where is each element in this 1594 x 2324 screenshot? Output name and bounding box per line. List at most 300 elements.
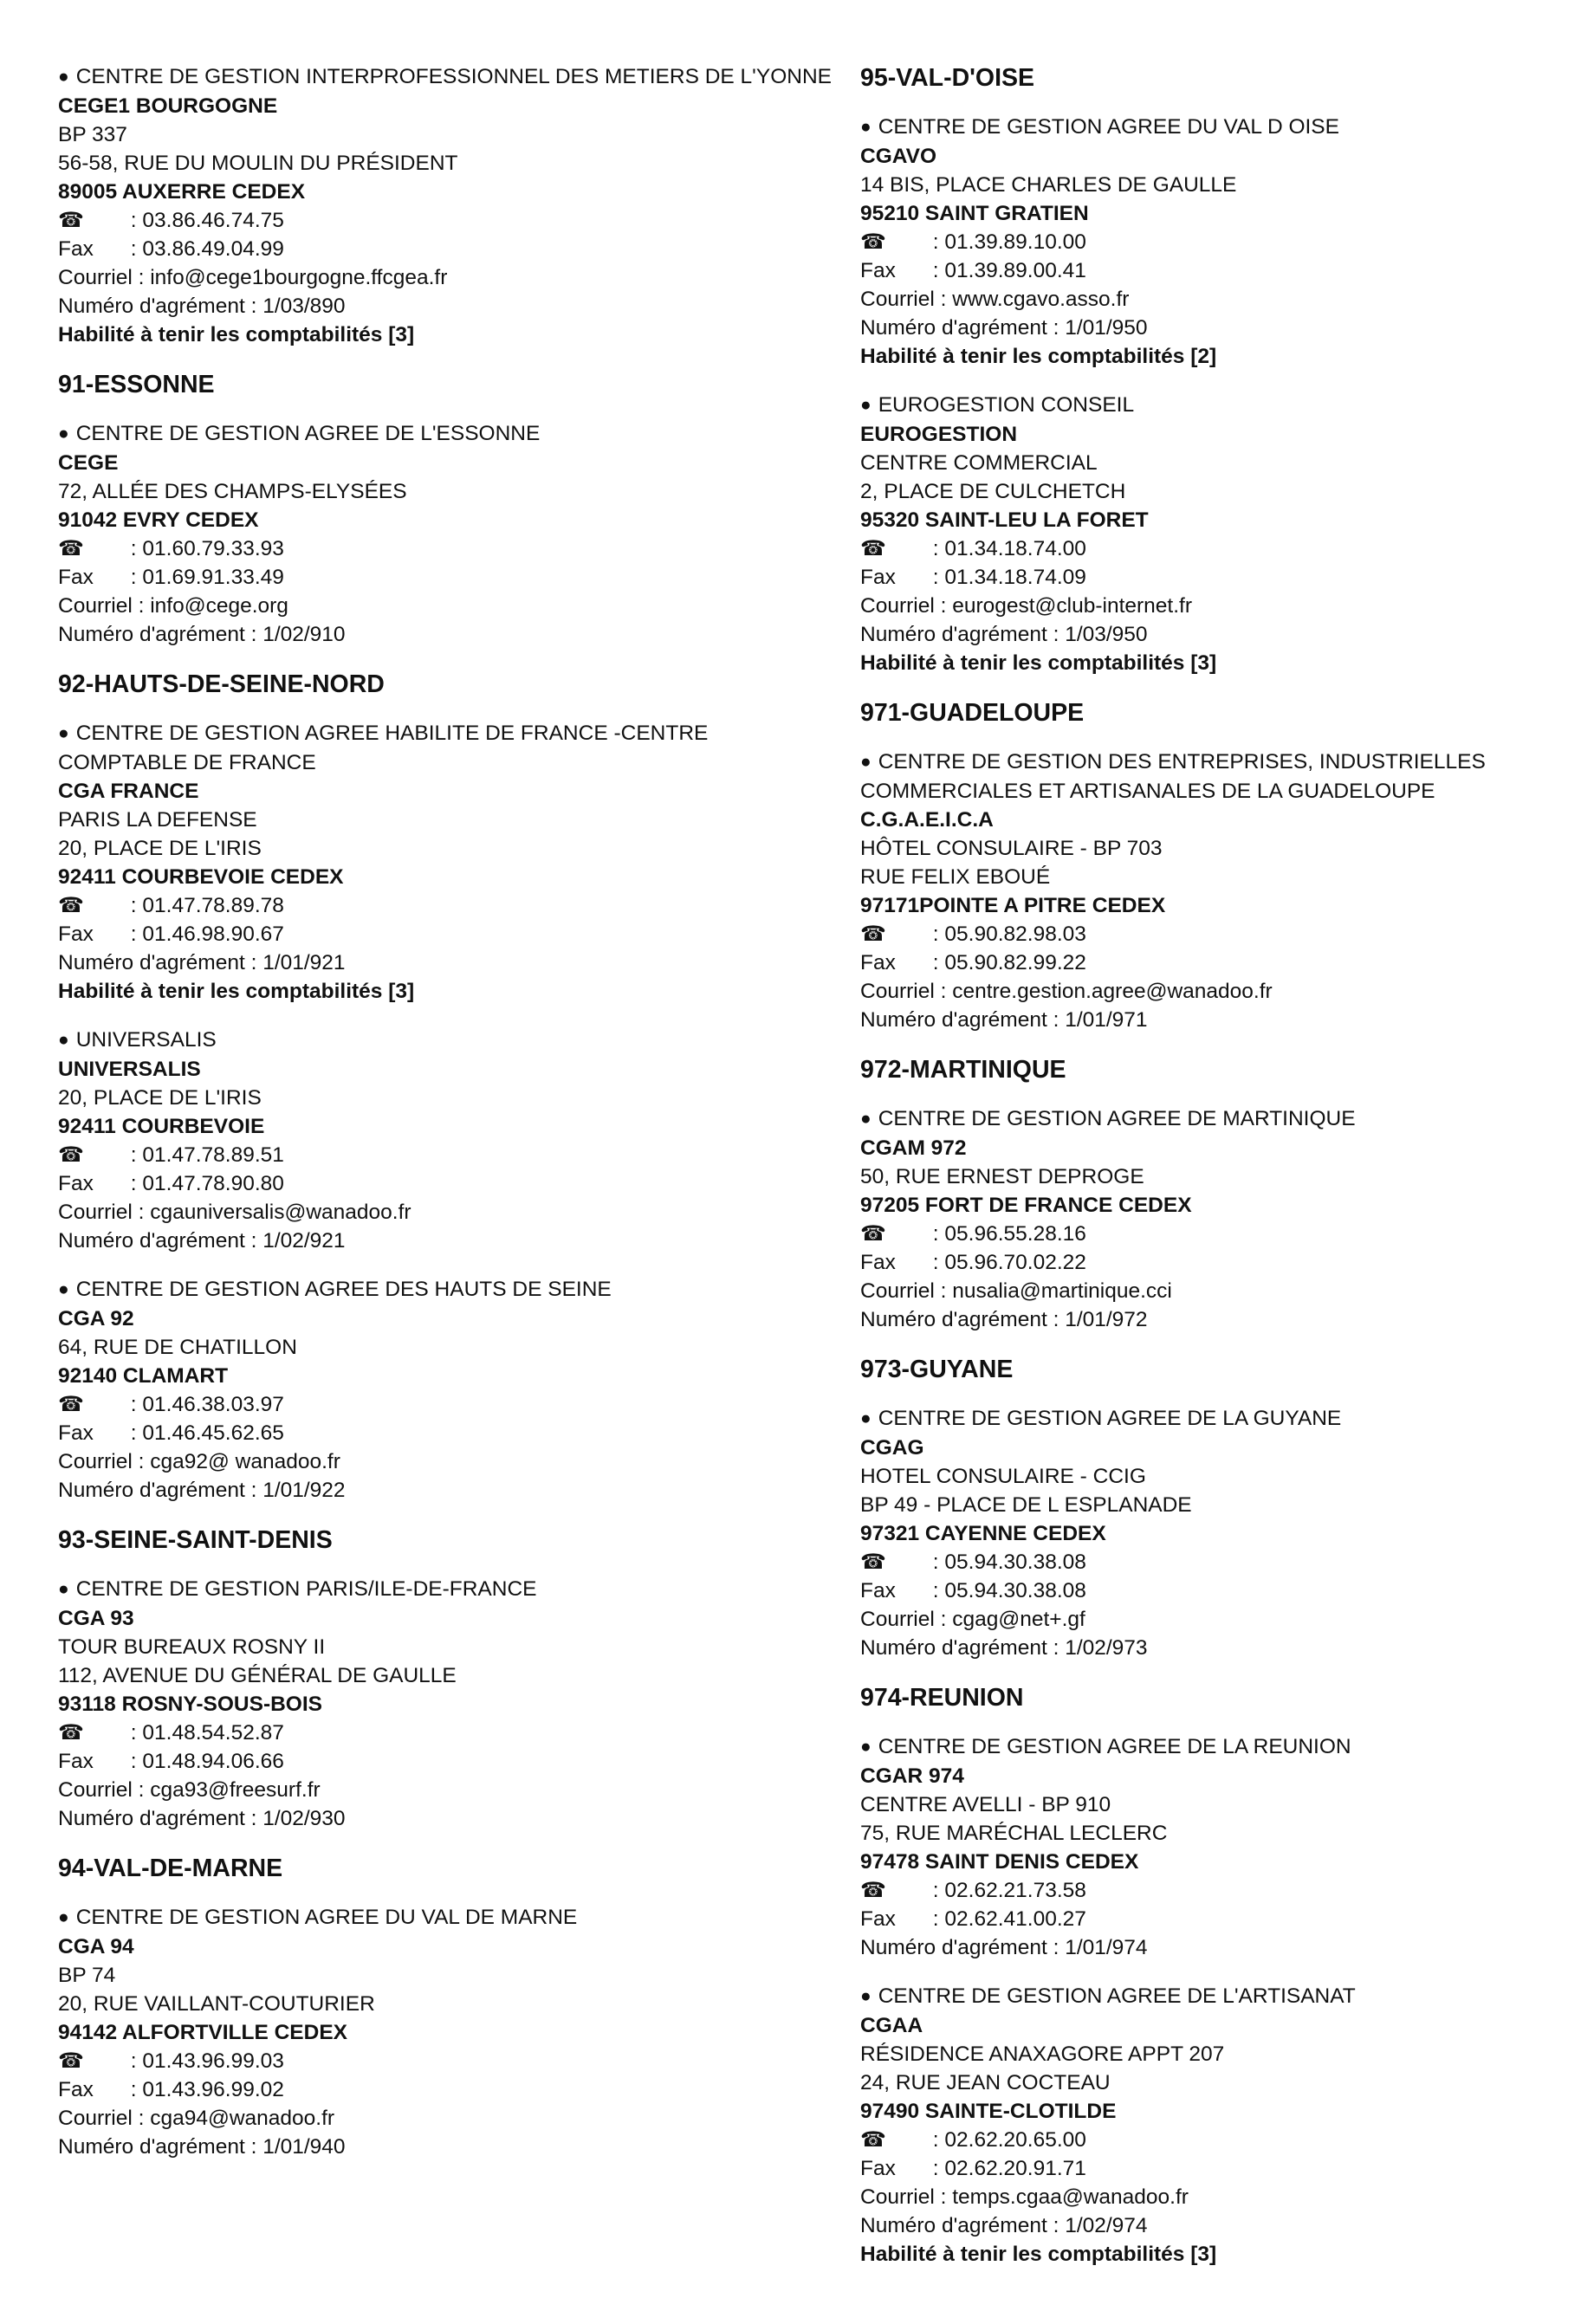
postal-city: 97490 SAINTE-CLOTILDE xyxy=(860,2100,1117,2123)
fax-line xyxy=(860,1248,1579,1277)
agrement-separator: : xyxy=(244,1479,263,1502)
bullet-icon: ● xyxy=(58,1279,69,1299)
center-name: CENTRE DE GESTION AGREE DU VAL D OISE xyxy=(878,115,1339,139)
center-acronym: CGA 93 xyxy=(58,1607,134,1630)
agrement-line xyxy=(58,1476,838,1505)
fax-label: Fax xyxy=(860,566,896,589)
center-acronym: CGAA xyxy=(860,2014,923,2037)
department-heading: 974-REUNION xyxy=(860,1684,1024,1712)
email-value: www.cgavo.asso.fr xyxy=(952,288,1130,311)
postal-city: 97171POINTE A PITRE CEDEX xyxy=(860,894,1166,917)
email-line xyxy=(58,1776,838,1804)
postal-city: 92140 CLAMART xyxy=(58,1364,229,1388)
center-name: UNIVERSALIS xyxy=(75,1028,217,1052)
center-acronym: CGA 92 xyxy=(58,1307,134,1330)
center-name: EUROGESTION CONSEIL xyxy=(878,393,1135,417)
phone-number: 01.47.78.89.51 xyxy=(142,1143,284,1167)
address-line: 50, RUE ERNEST DEPROGE xyxy=(860,1165,1144,1188)
phone-number: 01.47.78.89.78 xyxy=(142,894,284,917)
email-separator: : xyxy=(934,594,953,618)
email-line xyxy=(58,2104,838,2133)
address-line: 72, ALLÉE DES CHAMPS-ELYSÉES xyxy=(58,480,407,503)
telephone-icon: ☎ xyxy=(860,230,886,254)
agrement-number: 1/01/921 xyxy=(262,951,346,974)
department-heading: 973-GUYANE xyxy=(860,1356,1014,1383)
email-line xyxy=(860,1277,1579,1305)
email-separator: : xyxy=(934,1608,953,1631)
bullet-icon: ● xyxy=(860,1737,872,1757)
fax-line xyxy=(58,2075,838,2104)
phone-number: 01.46.38.03.97 xyxy=(142,1393,284,1416)
fax-separator: : xyxy=(125,1750,143,1773)
agrement-separator: : xyxy=(1046,1636,1066,1660)
email-label: Courriel xyxy=(860,288,935,311)
agrement-label: Numéro d'agrément xyxy=(58,1229,245,1253)
email-line xyxy=(860,2183,1579,2211)
agrement-line xyxy=(58,620,838,649)
center-acronym: EUROGESTION xyxy=(860,423,1018,446)
postal-city: 97205 FORT DE FRANCE CEDEX xyxy=(860,1194,1192,1217)
email-label: Courriel xyxy=(860,2185,935,2209)
phone-separator: : xyxy=(927,1879,945,1902)
center-entry xyxy=(860,1104,1579,1334)
fax-number: 05.96.70.02.22 xyxy=(944,1251,1086,1274)
email-value: nusalia@martinique.cci xyxy=(952,1279,1172,1303)
center-name-line xyxy=(860,391,1579,420)
phone-separator: : xyxy=(125,1143,143,1167)
agrement-separator: : xyxy=(244,623,263,646)
email-label: Courriel xyxy=(58,1778,133,1802)
department-heading: 93-SEINE-SAINT-DENIS xyxy=(58,1526,333,1554)
phone-number: 01.60.79.33.93 xyxy=(142,537,284,560)
email-separator: : xyxy=(132,1450,151,1473)
center-entry xyxy=(860,748,1579,1034)
left-column xyxy=(58,62,838,2181)
bullet-icon: ● xyxy=(58,723,69,743)
agrement-separator: : xyxy=(1046,1008,1066,1032)
postal-city: 95320 SAINT-LEU LA FORET xyxy=(860,508,1149,532)
address-line: 56-58, RUE DU MOULIN DU PRÉSIDENT xyxy=(58,152,458,175)
phone-number: 03.86.46.74.75 xyxy=(142,209,284,232)
fax-label: Fax xyxy=(860,259,896,282)
email-separator: : xyxy=(934,1279,953,1303)
fax-separator: : xyxy=(125,1172,143,1195)
center-acronym: CGAG xyxy=(860,1436,924,1460)
agrement-number: 1/01/940 xyxy=(262,2135,346,2159)
phone-number: 02.62.21.73.58 xyxy=(944,1879,1086,1902)
fax-separator: : xyxy=(927,951,945,974)
telephone-icon: ☎ xyxy=(860,537,886,560)
agrement-number: 1/02/921 xyxy=(262,1229,346,1253)
center-name-line xyxy=(860,1104,1579,1134)
email-value: cgag@net+.gf xyxy=(952,1608,1085,1631)
fax-number: 01.46.98.90.67 xyxy=(142,922,284,946)
fax-number: 03.86.49.04.99 xyxy=(142,237,284,261)
phone-line xyxy=(860,1220,1579,1248)
telephone-icon: ☎ xyxy=(860,2128,886,2152)
phone-number: 05.90.82.98.03 xyxy=(944,922,1086,946)
email-separator: : xyxy=(132,2107,151,2130)
fax-number: 01.43.96.99.02 xyxy=(142,2078,284,2101)
fax-line xyxy=(58,1169,838,1198)
center-entry xyxy=(58,1275,838,1505)
fax-separator: : xyxy=(927,1251,945,1274)
agrement-line xyxy=(58,2133,838,2161)
fax-label: Fax xyxy=(860,1251,896,1274)
center-name: CENTRE DE GESTION AGREE DE LA REUNION xyxy=(878,1735,1351,1758)
center-acronym: CGAVO xyxy=(860,145,937,168)
fax-line xyxy=(860,1905,1579,1933)
postal-city: 89005 AUXERRE CEDEX xyxy=(58,180,306,204)
email-separator: : xyxy=(132,594,151,618)
phone-separator: : xyxy=(125,1721,143,1745)
agrement-separator: : xyxy=(1046,623,1066,646)
postal-city: 92411 COURBEVOIE xyxy=(58,1115,265,1138)
email-separator: : xyxy=(934,980,953,1003)
center-name: CENTRE DE GESTION AGREE DES HAUTS DE SEINE xyxy=(75,1278,612,1301)
center-name: CENTRE DE GESTION AGREE DE L'ARTISANAT xyxy=(878,1984,1356,2008)
fax-number: 01.48.94.06.66 xyxy=(142,1750,284,1773)
agrement-line xyxy=(860,620,1579,649)
bullet-icon: ● xyxy=(860,117,872,137)
address-line: TOUR BUREAUX ROSNY II xyxy=(58,1635,326,1659)
phone-separator: : xyxy=(927,1222,945,1246)
fax-number: 05.94.30.38.08 xyxy=(944,1579,1086,1602)
center-entry xyxy=(58,1026,838,1255)
phone-number: 01.48.54.52.87 xyxy=(142,1721,284,1745)
agrement-label: Numéro d'agrément xyxy=(860,1008,1047,1032)
agrement-line xyxy=(58,1804,838,1833)
address-line: 20, PLACE DE L'IRIS xyxy=(58,837,262,860)
center-name-line xyxy=(58,719,838,777)
department-heading: 94-VAL-DE-MARNE xyxy=(58,1855,283,1882)
email-separator: : xyxy=(132,266,151,289)
center-entry xyxy=(58,1903,838,2161)
fax-number: 05.90.82.99.22 xyxy=(944,951,1086,974)
fax-label: Fax xyxy=(860,951,896,974)
agrement-number: 1/02/974 xyxy=(1065,2214,1148,2237)
address-line: PARIS LA DEFENSE xyxy=(58,808,257,832)
phone-line xyxy=(860,228,1579,256)
email-value: centre.gestion.agree@wanadoo.fr xyxy=(952,980,1273,1003)
fax-line xyxy=(58,563,838,592)
telephone-icon: ☎ xyxy=(58,1143,84,1167)
center-name: CENTRE DE GESTION AGREE DE L'ESSONNE xyxy=(75,422,541,445)
bullet-icon: ● xyxy=(860,395,872,415)
email-label: Courriel xyxy=(860,1279,935,1303)
fax-number: 01.46.45.62.65 xyxy=(142,1421,284,1445)
telephone-icon: ☎ xyxy=(58,537,84,560)
phone-separator: : xyxy=(125,537,143,560)
address-line: 2, PLACE DE CULCHETCH xyxy=(860,480,1126,503)
agrement-number: 1/02/973 xyxy=(1065,1636,1148,1660)
bullet-icon: ● xyxy=(58,1907,69,1927)
center-name-line xyxy=(58,1903,838,1932)
center-acronym: UNIVERSALIS xyxy=(58,1058,201,1081)
email-line xyxy=(860,977,1579,1006)
phone-line xyxy=(58,2047,838,2075)
center-name-line xyxy=(58,419,838,449)
email-line xyxy=(860,1605,1579,1634)
agrement-number: 1/01/922 xyxy=(262,1479,346,1502)
email-line xyxy=(860,592,1579,620)
phone-separator: : xyxy=(927,230,945,254)
bullet-icon: ● xyxy=(58,1579,69,1599)
phone-separator: : xyxy=(927,537,945,560)
email-label: Courriel xyxy=(860,980,935,1003)
center-name: CENTRE DE GESTION AGREE DE LA GUYANE xyxy=(878,1407,1342,1430)
email-separator: : xyxy=(132,1201,151,1224)
phone-number: 01.34.18.74.00 xyxy=(944,537,1086,560)
postal-city: 95210 SAINT GRATIEN xyxy=(860,202,1089,225)
telephone-icon: ☎ xyxy=(860,1879,886,1902)
phone-separator: : xyxy=(125,2049,143,2073)
bullet-icon: ● xyxy=(58,424,69,443)
postal-city: 97478 SAINT DENIS CEDEX xyxy=(860,1850,1139,1874)
fax-line xyxy=(58,920,838,948)
department-heading: 91-ESSONNE xyxy=(58,371,215,398)
center-name: CENTRE DE GESTION PARIS/ILE-DE-FRANCE xyxy=(75,1577,537,1601)
agrement-label: Numéro d'agrément xyxy=(860,1308,1047,1331)
phone-line xyxy=(58,1141,838,1169)
telephone-icon: ☎ xyxy=(58,2049,84,2073)
agrement-number: 1/03/890 xyxy=(262,295,346,318)
phone-line xyxy=(860,920,1579,948)
email-label: Courriel xyxy=(58,2107,133,2130)
email-line xyxy=(58,1447,838,1476)
fax-separator: : xyxy=(927,1579,945,1602)
bullet-icon: ● xyxy=(58,1030,69,1050)
phone-line xyxy=(860,1548,1579,1576)
fax-line xyxy=(860,2154,1579,2183)
fax-label: Fax xyxy=(860,1579,896,1602)
agrement-label: Numéro d'agrément xyxy=(58,295,245,318)
center-name-line xyxy=(860,748,1579,806)
agrement-line xyxy=(58,292,838,320)
agrement-separator: : xyxy=(244,2135,263,2159)
phone-separator: : xyxy=(125,1393,143,1416)
center-name-line xyxy=(58,62,838,92)
agrement-number: 1/02/930 xyxy=(262,1807,346,1830)
fax-number: 01.69.91.33.49 xyxy=(142,566,284,589)
email-label: Courriel xyxy=(860,1608,935,1631)
address-line: 14 BIS, PLACE CHARLES DE GAULLE xyxy=(860,173,1237,197)
telephone-icon: ☎ xyxy=(58,1393,84,1416)
phone-number: 01.39.89.10.00 xyxy=(944,230,1086,254)
email-value: info@cege.org xyxy=(150,594,288,618)
email-value: cga94@wanadoo.fr xyxy=(150,2107,335,2130)
fax-number: 01.39.89.00.41 xyxy=(944,259,1086,282)
agrement-label: Numéro d'agrément xyxy=(860,623,1047,646)
center-acronym: CGA FRANCE xyxy=(58,780,199,803)
fax-separator: : xyxy=(125,1421,143,1445)
phone-separator: : xyxy=(927,922,945,946)
telephone-icon: ☎ xyxy=(58,209,84,232)
agrement-line xyxy=(58,1227,838,1255)
email-label: Courriel xyxy=(58,266,133,289)
habilitation-note: Habilité à tenir les comptabilités [3] xyxy=(860,651,1217,675)
agrement-line xyxy=(860,1006,1579,1034)
bullet-icon: ● xyxy=(860,1986,872,2006)
agrement-separator: : xyxy=(244,295,263,318)
telephone-icon: ☎ xyxy=(860,1222,886,1246)
email-line xyxy=(860,285,1579,314)
center-name-line xyxy=(860,113,1579,142)
address-line: RUE FELIX EBOUÉ xyxy=(860,865,1051,889)
agrement-label: Numéro d'agrément xyxy=(860,2214,1047,2237)
agrement-number: 1/01/950 xyxy=(1065,316,1148,340)
fax-number: 02.62.41.00.27 xyxy=(944,1907,1086,1931)
center-name-line xyxy=(860,1982,1579,2011)
habilitation-note: Habilité à tenir les comptabilités [3] xyxy=(860,2243,1217,2266)
address-line: CENTRE AVELLI - BP 910 xyxy=(860,1793,1111,1816)
agrement-line xyxy=(860,2211,1579,2240)
address-line: 24, RUE JEAN COCTEAU xyxy=(860,2071,1111,2094)
center-acronym: CEGE xyxy=(58,451,119,475)
phone-number: 05.94.30.38.08 xyxy=(944,1550,1086,1574)
agrement-line xyxy=(860,1634,1579,1662)
center-name-line xyxy=(58,1275,838,1304)
address-line: 20, RUE VAILLANT-COUTURIER xyxy=(58,1992,375,2016)
postal-city: 91042 EVRY CEDEX xyxy=(58,508,259,532)
agrement-separator: : xyxy=(1046,1936,1066,1959)
agrement-label: Numéro d'agrément xyxy=(860,1936,1047,1959)
phone-line xyxy=(58,206,838,235)
fax-separator: : xyxy=(927,259,945,282)
center-entry xyxy=(860,1732,1579,1962)
phone-line xyxy=(860,1876,1579,1905)
telephone-icon: ☎ xyxy=(58,894,84,917)
bullet-icon: ● xyxy=(58,67,69,87)
agrement-line xyxy=(860,314,1579,342)
email-value: info@cege1bourgogne.ffcgea.fr xyxy=(150,266,448,289)
telephone-icon: ☎ xyxy=(860,922,886,946)
postal-city: 97321 CAYENNE CEDEX xyxy=(860,1522,1106,1545)
center-entry xyxy=(860,391,1579,677)
email-separator: : xyxy=(934,2185,953,2209)
fax-separator: : xyxy=(927,566,945,589)
agrement-label: Numéro d'agrément xyxy=(58,2135,245,2159)
phone-line xyxy=(860,2126,1579,2154)
address-line: HÔTEL CONSULAIRE - BP 703 xyxy=(860,837,1163,860)
fax-separator: : xyxy=(125,922,143,946)
fax-label: Fax xyxy=(58,237,94,261)
center-acronym: C.G.A.E.I.C.A xyxy=(860,808,994,832)
bullet-icon: ● xyxy=(860,1109,872,1129)
center-name-line xyxy=(58,1026,838,1055)
fax-separator: : xyxy=(125,566,143,589)
agrement-label: Numéro d'agrément xyxy=(58,623,245,646)
agrement-separator: : xyxy=(1046,316,1066,340)
email-label: Courriel xyxy=(860,594,935,618)
habilitation-note: Habilité à tenir les comptabilités [3] xyxy=(58,980,415,1003)
bullet-icon: ● xyxy=(860,752,872,772)
email-value: cgauniversalis@wanadoo.fr xyxy=(150,1201,411,1224)
center-name: CENTRE DE GESTION DES ENTREPRISES, INDUSTRIELLES COMMERCIALES ET ARTISANALES DE LA GUADELOUPE xyxy=(860,750,1486,803)
agrement-label: Numéro d'agrément xyxy=(860,316,1047,340)
center-entry xyxy=(860,1982,1579,2269)
fax-line xyxy=(58,1419,838,1447)
agrement-separator: : xyxy=(244,1229,263,1253)
email-label: Courriel xyxy=(58,594,133,618)
email-label: Courriel xyxy=(58,1201,133,1224)
phone-line xyxy=(860,534,1579,563)
agrement-line xyxy=(860,1305,1579,1334)
fax-number: 02.62.20.91.71 xyxy=(944,2157,1086,2180)
agrement-number: 1/01/974 xyxy=(1065,1936,1148,1959)
right-column xyxy=(860,62,1579,2288)
email-value: cga92@ wanadoo.fr xyxy=(150,1450,340,1473)
fax-label: Fax xyxy=(58,1421,94,1445)
address-line: BP 74 xyxy=(58,1964,116,1987)
agrement-line xyxy=(58,948,838,977)
center-entry xyxy=(58,62,838,349)
postal-city: 93118 ROSNY-SOUS-BOIS xyxy=(58,1693,323,1716)
center-entry xyxy=(58,1575,838,1833)
postal-city: 94142 ALFORTVILLE CEDEX xyxy=(58,2021,348,2044)
email-value: temps.cgaa@wanadoo.fr xyxy=(952,2185,1189,2209)
center-name-line xyxy=(58,1575,838,1604)
phone-line xyxy=(58,534,838,563)
agrement-label: Numéro d'agrément xyxy=(58,951,245,974)
fax-line xyxy=(860,948,1579,977)
fax-label: Fax xyxy=(860,2157,896,2180)
agrement-separator: : xyxy=(1046,2214,1066,2237)
phone-separator: : xyxy=(125,209,143,232)
center-name: CENTRE DE GESTION AGREE HABILITE DE FRANCE -CENTRE COMPTABLE DE FRANCE xyxy=(58,722,709,774)
email-line xyxy=(58,1198,838,1227)
center-name: CENTRE DE GESTION INTERPROFESSIONNEL DES METIERS DE L'YONNE xyxy=(75,65,832,88)
department-heading: 971-GUADELOUPE xyxy=(860,699,1085,727)
email-label: Courriel xyxy=(58,1450,133,1473)
phone-line xyxy=(58,1390,838,1419)
agrement-separator: : xyxy=(244,1807,263,1830)
postal-city: 92411 COURBEVOIE CEDEX xyxy=(58,865,344,889)
fax-number: 01.34.18.74.09 xyxy=(944,566,1086,589)
fax-label: Fax xyxy=(58,2078,94,2101)
phone-line xyxy=(58,891,838,920)
fax-separator: : xyxy=(927,2157,945,2180)
fax-label: Fax xyxy=(860,1907,896,1931)
center-entry xyxy=(860,1404,1579,1662)
address-line: BP 337 xyxy=(58,123,127,146)
address-line: HOTEL CONSULAIRE - CCIG xyxy=(860,1465,1146,1488)
fax-label: Fax xyxy=(58,566,94,589)
phone-number: 01.43.96.99.03 xyxy=(142,2049,284,2073)
fax-line xyxy=(58,235,838,263)
fax-line xyxy=(860,256,1579,285)
habilitation-note: Habilité à tenir les comptabilités [2] xyxy=(860,345,1217,368)
phone-number: 05.96.55.28.16 xyxy=(944,1222,1086,1246)
habilitation-note: Habilité à tenir les comptabilités [3] xyxy=(58,323,415,346)
center-name-line xyxy=(860,1404,1579,1434)
fax-separator: : xyxy=(125,2078,143,2101)
fax-label: Fax xyxy=(58,1750,94,1773)
fax-line xyxy=(860,1576,1579,1605)
email-value: eurogest@club-internet.fr xyxy=(952,594,1193,618)
address-line: 112, AVENUE DU GÉNÉRAL DE GAULLE xyxy=(58,1664,457,1687)
agrement-label: Numéro d'agrément xyxy=(58,1807,245,1830)
telephone-icon: ☎ xyxy=(860,1550,886,1574)
telephone-icon: ☎ xyxy=(58,1721,84,1745)
address-line: 64, RUE DE CHATILLON xyxy=(58,1336,297,1359)
fax-label: Fax xyxy=(58,1172,94,1195)
address-line: 20, PLACE DE L'IRIS xyxy=(58,1086,262,1110)
center-acronym: CEGE1 BOURGOGNE xyxy=(58,94,278,118)
phone-separator: : xyxy=(927,1550,945,1574)
bullet-icon: ● xyxy=(860,1408,872,1428)
agrement-label: Numéro d'agrément xyxy=(58,1479,245,1502)
